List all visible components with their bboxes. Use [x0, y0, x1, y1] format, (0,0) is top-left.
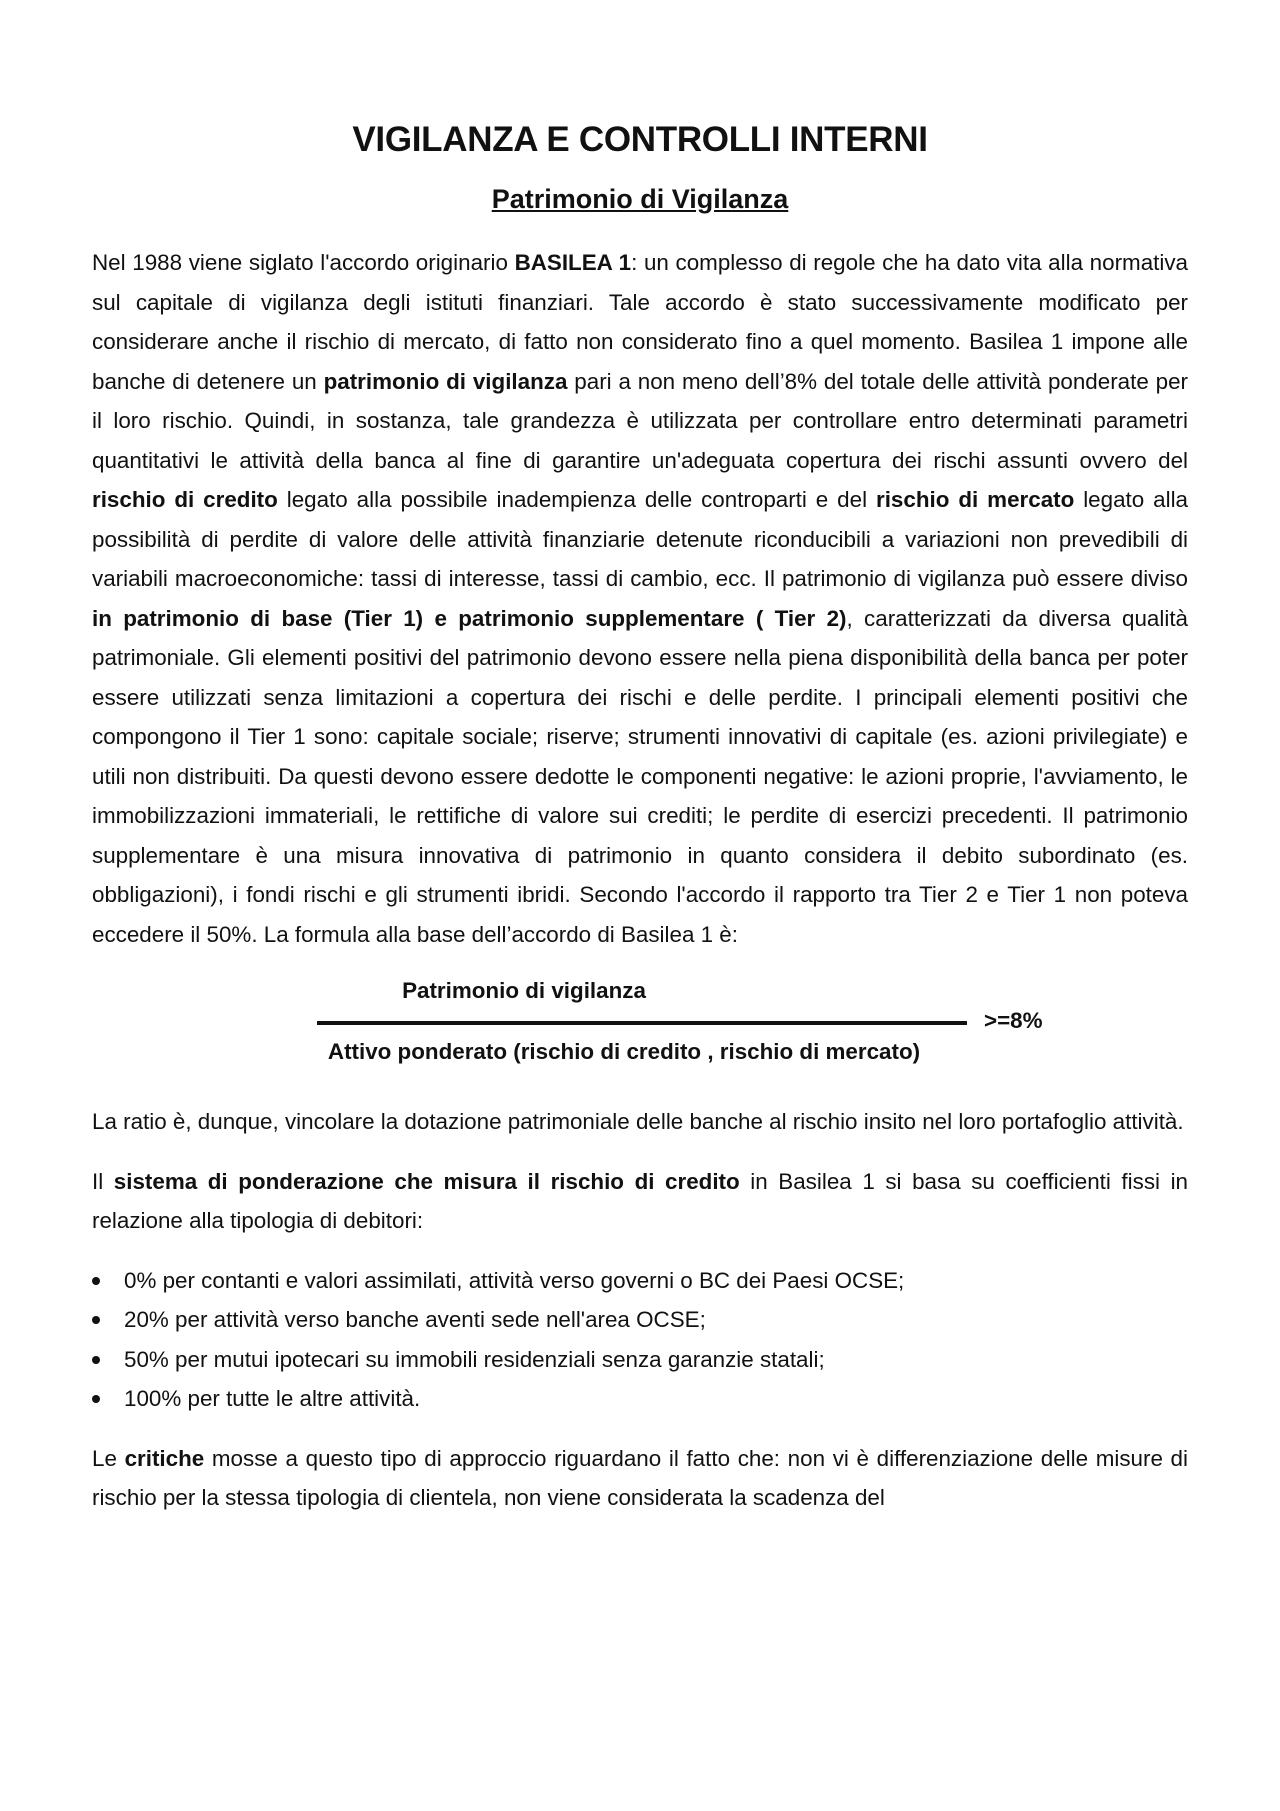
paragraph-criticisms — [92, 1439, 1188, 1518]
text-run: mosse a questo tipo di approccio riguardano il fatto che: non vi è differenziazione delle misure di rischio per la stessa tipologia di clientela, non viene considerata la scadenza del — [92, 1445, 1188, 1510]
spacer — [92, 1419, 1188, 1439]
list-item — [92, 1379, 1188, 1419]
bold-run: in patrimonio di base (Tier 1) e patrimonio supplementare ( Tier 2) — [92, 605, 847, 631]
bold-run: critiche — [124, 1445, 205, 1471]
document-title: VIGILANZA E CONTROLLI INTERNI — [352, 120, 928, 159]
formula-numerator: Patrimonio di vigilanza — [402, 978, 646, 1003]
list-item-text: 100% per tutte le altre attività. — [124, 1386, 421, 1411]
section-heading: Patrimonio di Vigilanza — [491, 184, 789, 214]
bullet-icon — [92, 1277, 100, 1285]
list-item-text: 0% per contanti e valori assimilati, attività verso governi o BC dei Paesi OCSE; — [124, 1267, 905, 1293]
bold-run: rischio di mercato — [876, 487, 1075, 512]
formula-denominator: Attivo ponderato (rischio di credito , rischio di mercato) — [327, 1039, 921, 1064]
bold-run: patrimonio di vigilanza — [323, 368, 568, 394]
bullet-icon — [92, 1316, 100, 1324]
text-run: legato alla possibile inadempienza delle controparti e del — [277, 487, 876, 512]
text-run: pari a non meno dell’8% del totale delle attività ponderate per il loro rischio. Quindi, in sostanza, tale grandezza è utilizzata per controllare entro determinati parametri quantitativi le attività della banca al fine di garantire un'adeguata copertura dei rischi assunti ovvero del — [92, 368, 1188, 473]
bold-run: sistema di ponderazione che misura il rischio di credito — [113, 1168, 740, 1194]
paragraph-ratio: La ratio è, dunque, vincolare la dotazione patrimoniale delle banche al rischio insito nel loro portafoglio attività. — [92, 1109, 1184, 1134]
bullet-icon — [92, 1356, 100, 1364]
list-item — [92, 1300, 1188, 1340]
paragraph-basilea-intro — [92, 243, 1188, 954]
capital-ratio-formula — [92, 976, 1188, 1080]
formula-ratio: >=8% — [984, 1008, 1043, 1033]
fraction-bar — [317, 1021, 967, 1025]
text-run: , caratterizzati da diversa qualità patrimoniale. Gli elementi positivi del patrimonio devono essere nella piena disponibilità della banca per poter essere utilizzati senza limitazioni a copertura dei rischi e delle perdite. I principali elementi positivi che compongono il Tier 1 sono: capitale sociale; riserve; strumenti innovativi di capitale (es. azioni privilegiate) e utili non distribuiti. Da questi devono essere dedotte le componenti negative: le azioni proprie, l'avviamento, le immobilizzazioni immateriali, le rettifiche di valore sui crediti; le perdite di esercizi precedenti. Il patrimonio supplementare è una misura innovativa di patrimonio in quanto considera il debito subordinato (es. obbligazioni), i fondi rischi e gli strumenti ibridi. Secondo l'accordo il rapporto tra Tier 2 e Tier 1 non poteva eccedere il 50%. La formula alla base dell’accordo di Basilea 1 è: — [92, 605, 1188, 947]
text-run: Le — [92, 1445, 125, 1471]
bullet-icon — [92, 1395, 100, 1403]
spacer — [92, 1241, 1188, 1261]
list-item — [92, 1340, 1188, 1380]
text-run: legato alla possibilità di perdite di valore delle attività finanziarie detenute riconducibili a variazioni non prevedibili di variabili macroeconomiche: tassi di interesse, tassi di cambio, ecc. Il patrimonio di vigilanza può essere diviso — [92, 487, 1188, 591]
bold-run: rischio di credito — [92, 487, 278, 512]
list-item-text: 20% per attività verso banche aventi sede nell'area OCSE; — [124, 1307, 706, 1332]
list-item — [92, 1261, 1188, 1301]
text-run: Nel 1988 viene siglato l'accordo originario — [92, 250, 515, 275]
text-run: in Basilea 1 si basa su coefficienti fissi in relazione alla tipologia di debitori: — [92, 1168, 1188, 1233]
weighting-list — [92, 1261, 1188, 1419]
text-run: : un complesso di regole che ha dato vita alla normativa sul capitale di vigilanza degli istituti finanziari. Tale accordo è stato successivamente modificato per considerare anche il rischio di mercato, di fatto non considerato fino a quel momento. Basilea 1 impone alle banche di detenere un — [92, 250, 1188, 394]
list-item-text: 50% per mutui ipotecari su immobili residenziali senza garanzie statali; — [124, 1346, 825, 1372]
bold-run: BASILEA 1 — [514, 250, 632, 275]
text-run: Il — [92, 1168, 114, 1194]
document-page — [92, 120, 1188, 1518]
paragraph-weighting — [92, 1162, 1188, 1241]
spacer — [92, 1142, 1188, 1162]
